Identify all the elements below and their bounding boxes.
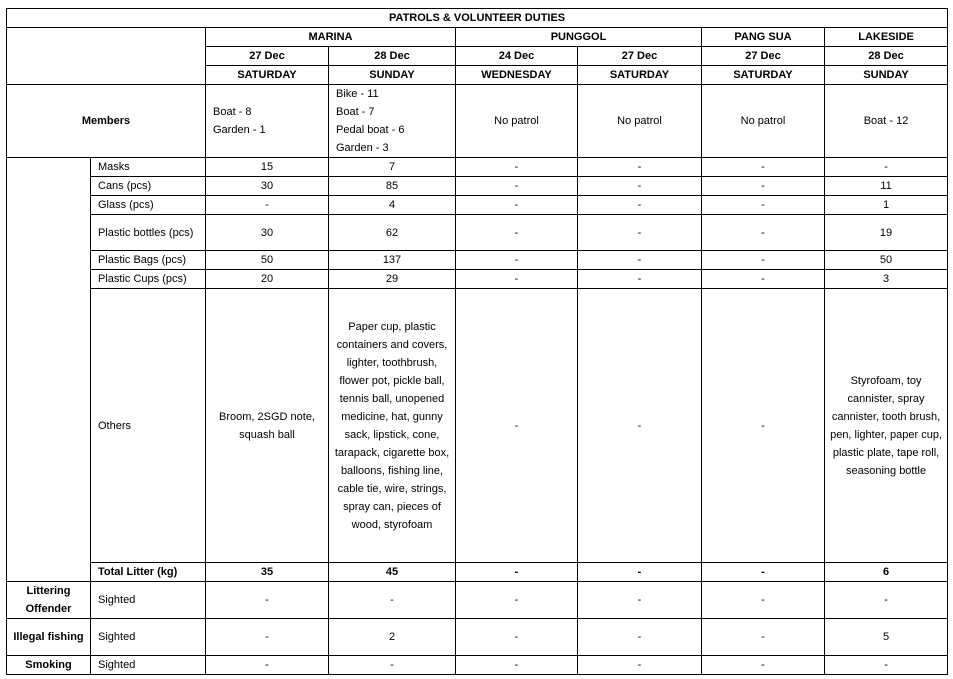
member-line: Garden - 1 [213, 124, 266, 136]
litter-value: - [578, 158, 702, 177]
members-label: Members [7, 85, 206, 158]
litter-value: - [206, 196, 329, 215]
litter-value: 20 [206, 270, 329, 289]
litter-value: - [456, 289, 578, 563]
litter-value: 6 [825, 563, 948, 582]
litter-value: 85 [329, 177, 456, 196]
litter-value: - [702, 563, 825, 582]
member-line: Pedal boat - 6 [336, 124, 405, 136]
offence-value: - [206, 582, 329, 619]
offence-category: Littering Offender [7, 582, 91, 619]
litter-value: Broom, 2SGD note, squash ball [206, 289, 329, 563]
day-header: SATURDAY [206, 66, 329, 85]
litter-value: 45 [329, 563, 456, 582]
litter-row [7, 270, 948, 289]
member-line: No patrol [494, 115, 539, 127]
member-line: Boat - 12 [863, 115, 909, 127]
litter-value: 29 [329, 270, 456, 289]
day-header: SATURDAY [702, 66, 825, 85]
litter-value: - [578, 177, 702, 196]
offence-value: - [206, 619, 329, 656]
litter-value: - [702, 215, 825, 251]
member-line: Bike - 11 [336, 88, 379, 100]
litter-label: Glass (pcs) [91, 196, 206, 215]
litter-value: 3 [825, 270, 948, 289]
members-row [7, 85, 948, 158]
offence-value: - [702, 619, 825, 656]
offence-value: 2 [329, 619, 456, 656]
offence-value: - [456, 619, 578, 656]
offence-value: - [456, 656, 578, 675]
offence-value: - [206, 656, 329, 675]
member-line: Boat - 7 [336, 106, 375, 118]
litter-value: 15 [206, 158, 329, 177]
offence-value: - [329, 656, 456, 675]
offence-category: Illegal fishing [7, 619, 91, 656]
date-header: 24 Dec [456, 47, 578, 66]
title-row [7, 9, 948, 28]
litter-row [7, 196, 948, 215]
litter-value: - [456, 177, 578, 196]
litter-label: Cans (pcs) [91, 177, 206, 196]
date-header: 28 Dec [825, 47, 948, 66]
offence-value: - [825, 582, 948, 619]
litter-value: 62 [329, 215, 456, 251]
offence-value: - [578, 619, 702, 656]
date-header: 27 Dec [702, 47, 825, 66]
members-cell [329, 85, 456, 158]
litter-value: - [578, 251, 702, 270]
offence-value: - [825, 656, 948, 675]
header-corner [7, 28, 206, 85]
litter-value: - [825, 158, 948, 177]
offence-value: - [702, 582, 825, 619]
member-line: Garden - 3 [336, 142, 389, 154]
offence-value: - [578, 656, 702, 675]
litter-row [7, 251, 948, 270]
litter-label: Plastic Cups (pcs) [91, 270, 206, 289]
member-line: No patrol [740, 115, 786, 127]
offence-value: 5 [825, 619, 948, 656]
litter-label: Plastic bottles (pcs) [91, 215, 206, 251]
litter-value: 50 [825, 251, 948, 270]
day-header: SUNDAY [329, 66, 456, 85]
litter-value: - [456, 196, 578, 215]
location-header: LAKESIDE [825, 28, 948, 47]
litter-value: - [456, 251, 578, 270]
litter-value: - [578, 289, 702, 563]
litter-value: 50 [206, 251, 329, 270]
litter-value: - [578, 215, 702, 251]
member-line: No patrol [617, 115, 662, 127]
day-header: SATURDAY [578, 66, 702, 85]
members-cell [206, 85, 329, 158]
day-header: SUNDAY [825, 66, 948, 85]
litter-value: - [456, 215, 578, 251]
offence-row [7, 582, 948, 619]
litter-value: - [702, 158, 825, 177]
offence-row [7, 656, 948, 675]
litter-row [7, 158, 948, 177]
litter-value: 7 [329, 158, 456, 177]
litter-value: - [456, 563, 578, 582]
litter-label: Others [91, 289, 206, 563]
offence-value: - [456, 582, 578, 619]
litter-row [7, 215, 948, 251]
litter-label: Plastic Bags (pcs) [91, 251, 206, 270]
location-header: PUNGGOL [456, 28, 702, 47]
offence-label: Sighted [91, 656, 206, 675]
litter-row [7, 177, 948, 196]
litter-value: 30 [206, 177, 329, 196]
offence-row [7, 619, 948, 656]
litter-label: Total Litter (kg) [91, 563, 206, 582]
litter-value: 30 [206, 215, 329, 251]
litter-value: - [456, 158, 578, 177]
litter-label: Masks [91, 158, 206, 177]
litter-value: - [702, 251, 825, 270]
litter-value: - [578, 196, 702, 215]
member-line: Boat - 8 [213, 106, 252, 118]
offence-category: Smoking [7, 656, 91, 675]
litter-value: 11 [825, 177, 948, 196]
offence-value: - [329, 582, 456, 619]
date-header: 28 Dec [329, 47, 456, 66]
members-cell [825, 85, 948, 158]
date-header: 27 Dec [578, 47, 702, 66]
litter-value: 1 [825, 196, 948, 215]
litter-value: - [578, 270, 702, 289]
litter-value: 35 [206, 563, 329, 582]
litter-row [7, 563, 948, 582]
litter-value: 4 [329, 196, 456, 215]
litter-value: - [702, 177, 825, 196]
day-header: WEDNESDAY [456, 66, 578, 85]
location-header: PANG SUA [702, 28, 825, 47]
litter-value: - [578, 563, 702, 582]
litter-value: 137 [329, 251, 456, 270]
members-cell [578, 85, 702, 158]
location-header: MARINA [206, 28, 456, 47]
litter-value: Styrofoam, toy cannister, spray cannister, tooth brush, pen, lighter, paper cup, plastic plate, tape roll, seasoning bottle [825, 289, 948, 563]
offence-label: Sighted [91, 582, 206, 619]
litter-row [7, 289, 948, 563]
patrols-table [6, 8, 948, 675]
members-cell [702, 85, 825, 158]
offence-value: - [578, 582, 702, 619]
offence-value: - [702, 656, 825, 675]
litter-value: - [702, 289, 825, 563]
litter-value: - [456, 270, 578, 289]
litter-group [7, 158, 91, 582]
offence-label: Sighted [91, 619, 206, 656]
litter-value: Paper cup, plastic containers and covers, lighter, toothbrush, flower pot, pickle ball, tennis ball, unopened medicine, hat, gunny sack, lipstick, cone, tarapack, cigarette box, balloons, fishing line, cable tie, wire, strings, spray can, pieces of wood, styrofoam [329, 289, 456, 563]
table-title: PATROLS & VOLUNTEER DUTIES [7, 9, 948, 28]
litter-value: - [702, 270, 825, 289]
litter-value: 19 [825, 215, 948, 251]
litter-value: - [702, 196, 825, 215]
location-row [7, 28, 948, 47]
members-cell [456, 85, 578, 158]
date-header: 27 Dec [206, 47, 329, 66]
